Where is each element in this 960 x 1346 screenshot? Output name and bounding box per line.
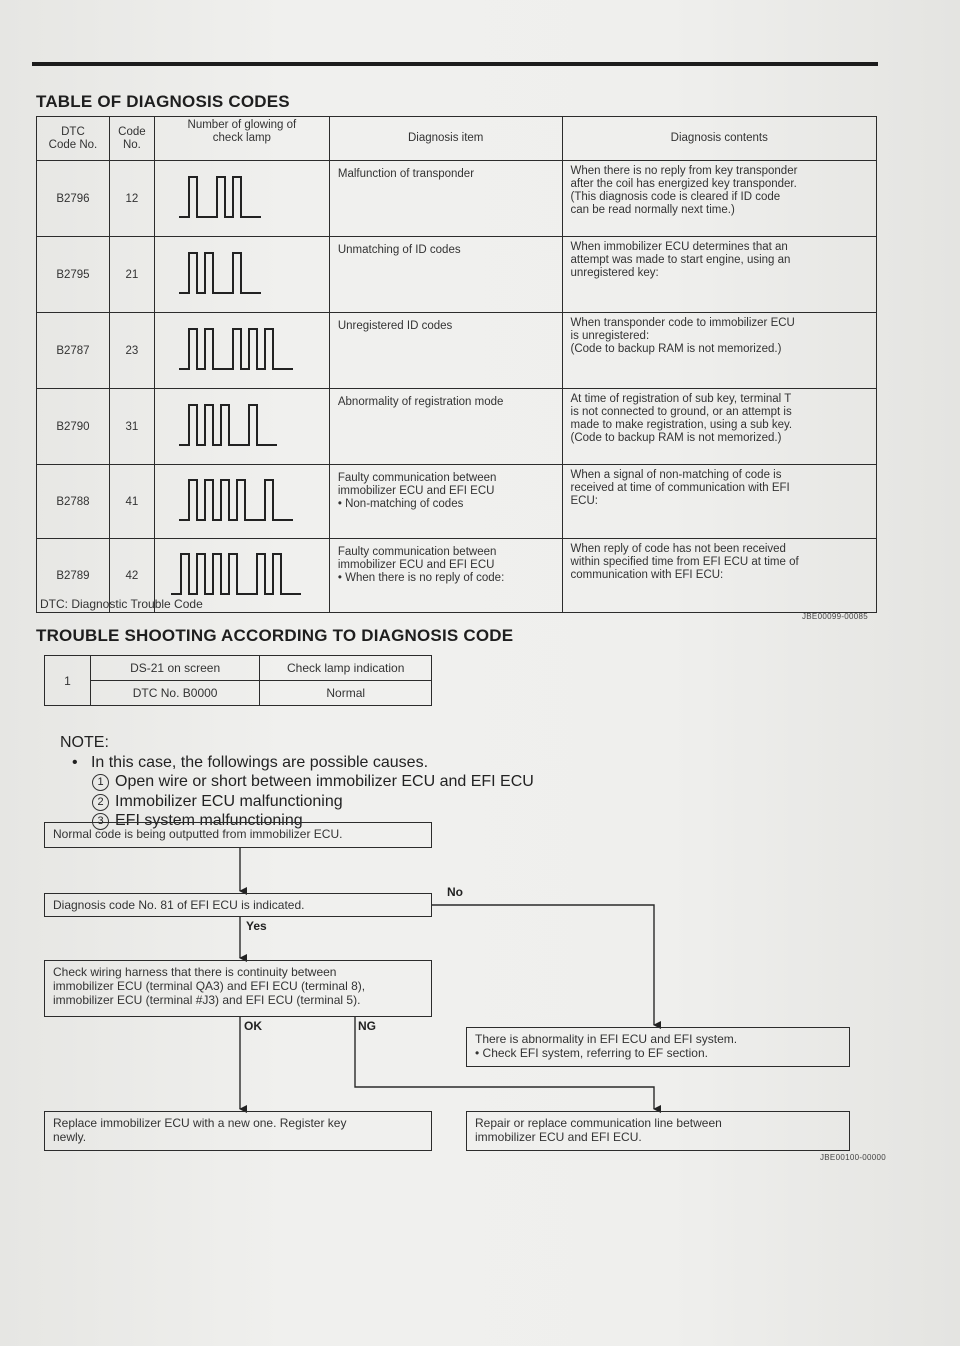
contents-line: after the coil has energized key transponder. [570,178,797,190]
bullet-icon: • [72,753,91,771]
contents-line: communication with EFI ECU: [570,569,724,581]
contents-line: When there is no reply from key transponder [570,165,798,177]
item-line: Unmatching of ID codes [337,244,461,256]
replace-line: Replace immobilizer ECU with a new one. Register key [53,1116,347,1130]
efi-bullet-line: • Check EFI system, referring to EF section. [475,1046,841,1060]
cause-text: Immobilizer ECU malfunctioning [115,792,343,810]
dtc-footnote: DTC: Diagnostic Trouble Code [40,597,203,611]
contents-line: (Code to backup RAM is not memorized.) [570,432,782,444]
repair-line: Repair or replace communication line between [475,1116,722,1130]
section-title-trouble-shooting: TROUBLE SHOOTING ACCORDING TO DIAGNOSIS CODE [36,626,514,645]
connector-no [432,905,654,1025]
dtc-cell: B2789 [37,539,110,613]
circled-number: 1 [92,774,109,791]
figure-ref-code: JBE00099-00085 [802,612,869,621]
flow-check-wiring-box [44,960,432,1017]
code-cell: 23 [109,313,154,389]
item-line: immobilizer ECU and EFI ECU [337,485,495,497]
flow-efi-abnormal-box [466,1027,850,1067]
contents-line: When reply of code has not been received [570,543,786,555]
ng-label: NG [358,1019,376,1033]
contents-line: ECU: [570,495,598,507]
item-bullet-line: • Non-matching of codes [338,498,558,511]
item-line: Unregistered ID codes [337,320,453,332]
no-label: No [447,885,463,899]
contents-line: (Code to backup RAM is not memorized.) [570,343,782,355]
repair-line: immobilizer ECU and EFI ECU. [475,1130,642,1144]
dtc-cell: B2790 [37,389,110,465]
contents-line: When transponder code to immobilizer ECU [570,317,795,329]
header-dtc-code-no: DTC Code No. [37,117,110,161]
lamp-header: Check lamp indication [260,656,432,681]
cause-text: Open wire or short between immobilizer ECU and EFI ECU [115,773,534,790]
contents-line: At time of registration of sub key, terminal T [570,393,792,405]
circled-number: 2 [92,794,109,811]
contents-line: received at time of communication with EFI [570,482,790,494]
item-line: Abnormality of registration mode [337,396,504,408]
item-line: immobilizer ECU and EFI ECU [337,559,495,571]
header-diagnosis-item: Diagnosis item [329,117,562,161]
contents-line: can be read normally next time.) [570,204,735,216]
screen-header: DS-21 on screen [90,656,260,681]
item-line: Faulty communication between [337,546,497,558]
flow-decision-box [44,893,432,917]
contents-line: When immobilizer ECU determines that an [570,241,788,253]
flow-start-text: Normal code is being outputted from immobilizer ECU. [53,827,343,841]
replace-line: newly. [53,1130,87,1144]
check-line: Check wiring harness that there is continuity between [53,965,337,979]
dtc-cell: B2788 [37,465,110,539]
contents-line: (This diagnosis code is cleared if ID code [570,191,781,203]
header-code-no: Code No. [109,117,154,161]
item-bullet-line: • When there is no reply of code: [338,572,558,585]
yes-label: Yes [246,919,267,933]
code-cell: 42 [109,539,154,613]
note-intro-text: In this case, the followings are possible causes. [90,753,429,771]
contents-line: unregistered key: [570,267,659,279]
flow-start-box [44,822,432,848]
header-glowing-count: Number of glowing of check lamp [154,117,329,161]
check-line: immobilizer ECU (terminal #J3) and EFI ECU (terminal 5). [53,993,361,1007]
contents-line: When a signal of non-matching of code is [570,469,782,481]
note-heading: NOTE: [60,734,109,751]
dtc-cell: B2796 [37,161,110,237]
item-line: Malfunction of transponder [337,168,475,180]
code-cell: 12 [109,161,154,237]
ok-label: OK [244,1019,262,1033]
flow-replace-box [44,1111,432,1151]
screen-value: DTC No. B0000 [90,681,260,706]
figure-ref-code: JBE00100-00000 [820,1153,887,1162]
flow-repair-box [466,1111,850,1151]
contents-line: is unregistered: [570,330,650,342]
section-title-diagnosis-codes: TABLE OF DIAGNOSIS CODES [36,92,290,111]
contents-line: is not connected to ground, or an attempt is [570,406,792,418]
step-number: 1 [45,656,91,706]
contents-line: attempt was made to start engine, using an [570,254,791,266]
flow-decision-text: Diagnosis code No. 81 of EFI ECU is indicated. [53,898,305,912]
item-line: Faulty communication between [337,472,497,484]
dtc-cell: B2795 [37,237,110,313]
code-cell: 21 [109,237,154,313]
header-diagnosis-contents: Diagnosis contents [562,117,876,161]
code-cell: 31 [109,389,154,465]
cause-text: EFI system malfunctioning [115,812,303,829]
circled-number: 3 [92,813,109,830]
code-cell: 41 [109,465,154,539]
efi-line: There is abnormality in EFI ECU and EFI system. [475,1032,738,1046]
lamp-value: Normal [260,681,432,706]
contents-line: made to make registration, using a sub key. [570,419,793,431]
dtc-cell: B2787 [37,313,110,389]
contents-line: within specified time from EFI ECU at time of [570,556,799,568]
check-line: immobilizer ECU (terminal QA3) and EFI ECU (terminal 8), [53,979,366,993]
